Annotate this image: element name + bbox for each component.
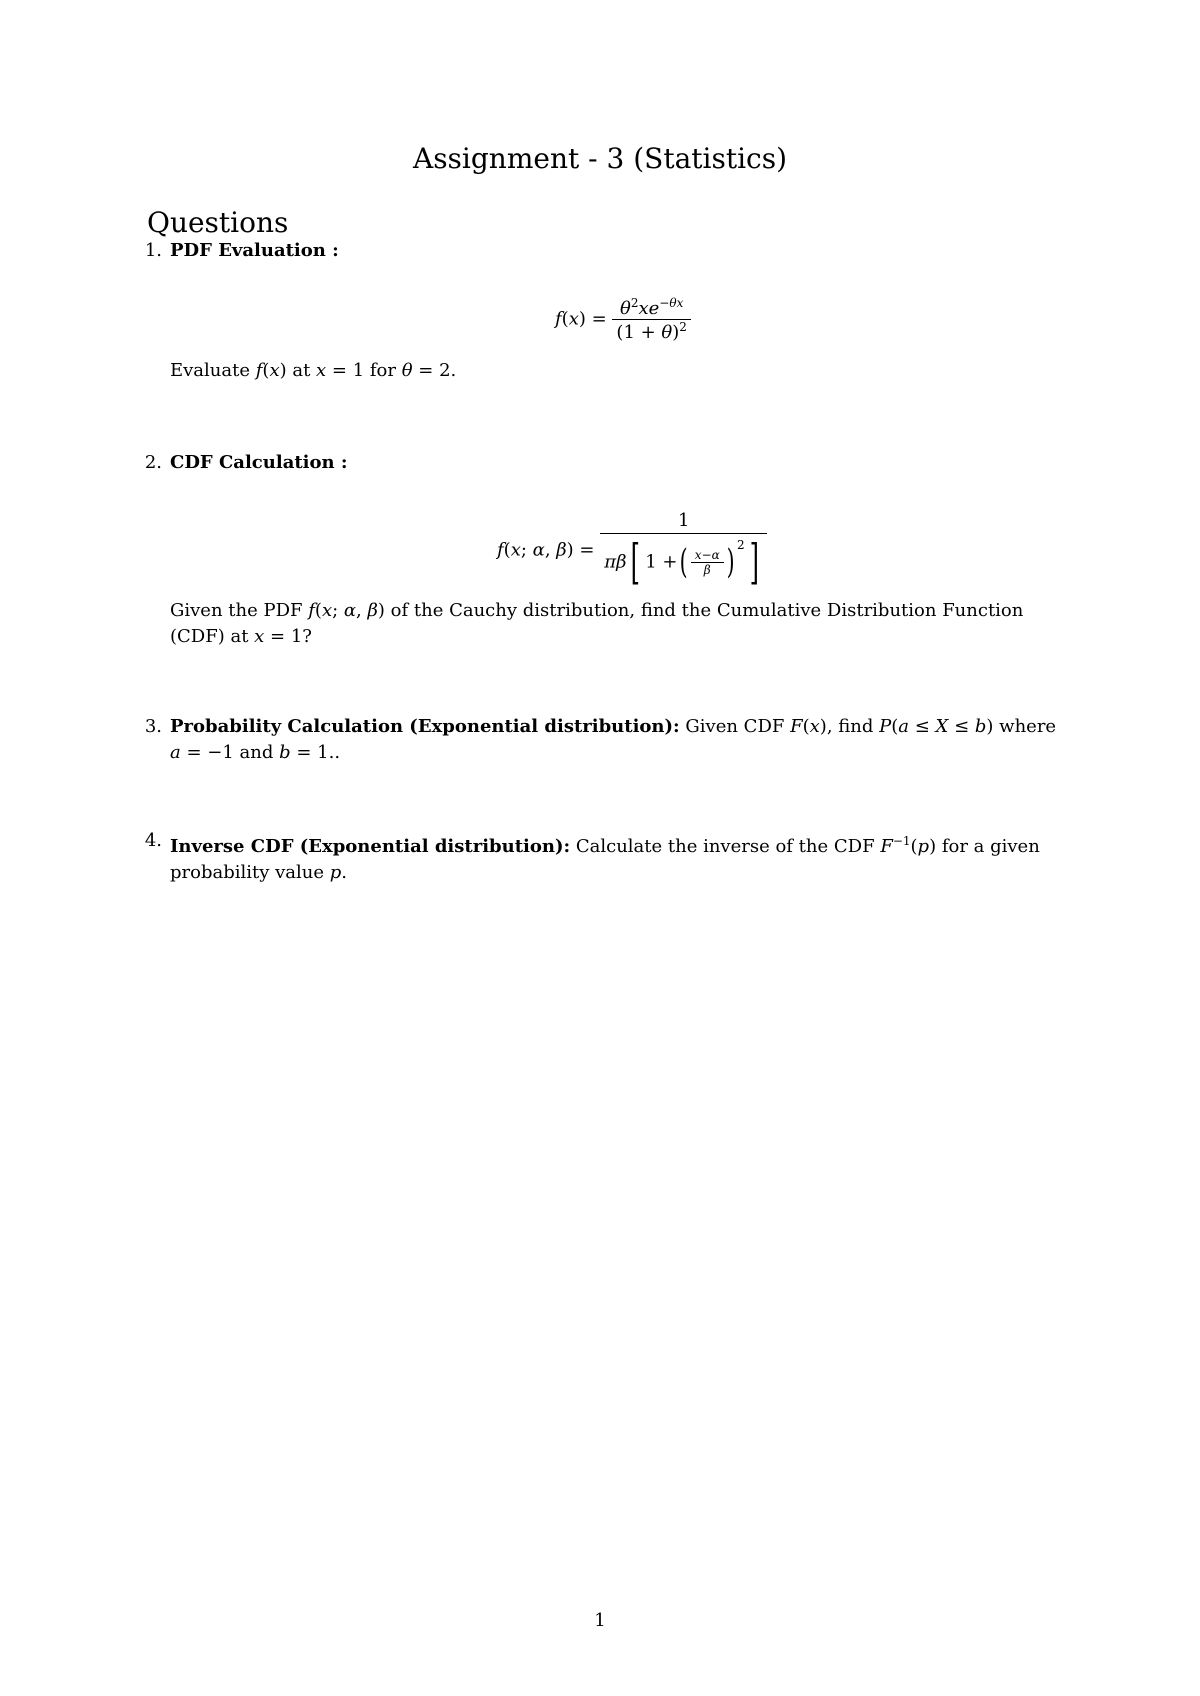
- question-1-text: Evaluate f(x) at x = 1 for θ = 2.: [170, 360, 457, 381]
- formula-fraction: [600, 510, 767, 590]
- formula-numerator: $\theta^2xe^{-\theta x}$: [612, 296, 691, 320]
- formula-lhs: f: [555, 308, 562, 330]
- question-2-text: Given the PDF f(x; α, β) of the Cauchy distribution, find the Cumulative Distribution Function (CDF) at x = 1?: [170, 600, 1024, 647]
- formula-fraction: [612, 296, 691, 343]
- question-2: [144, 450, 1065, 476]
- question-number: 3.: [144, 716, 162, 737]
- formula-denominator: πβ[ 1 +( $\frac{x-\alpha}{\beta}$ ) $^2$]: [604, 534, 759, 590]
- question-label: Inverse CDF (Exponential distribution):: [170, 836, 571, 857]
- cauchy-formula: f(x; α, β) = 1 πβ[ 1 +( $\frac{x-\alpha}{\beta}$ ) $^2$]: [497, 510, 767, 590]
- question-number: 2.: [144, 452, 162, 473]
- question-3: 3. Probability Calculation (Exponential distribution): Given CDF F(x), find P(a ≤ X ≤ b) where a = −1 and b = 1..: [170, 714, 1065, 766]
- page-number: 1: [594, 1610, 606, 1631]
- question-label: PDF Evaluation :: [170, 240, 339, 261]
- pdf-formula: f(x) = $\frac{\theta^2xe^{-\theta x}}{(1 + \theta)^2}$: [555, 296, 691, 343]
- question-number: 4.: [144, 830, 162, 851]
- question-1: [144, 238, 1065, 264]
- section-heading: Questions: [147, 206, 289, 239]
- question-label: Probability Calculation (Exponential distribution):: [170, 716, 680, 737]
- question-4: 4. Inverse CDF (Exponential distribution): Calculate the inverse of the CDF $F^{-1}(p)$ for a given probability value p.: [170, 828, 1065, 886]
- formula-denominator: $(1 + \theta)^2$: [616, 320, 687, 343]
- formula-numerator: 1: [600, 510, 767, 534]
- question-number: 1.: [144, 240, 162, 261]
- question-label: CDF Calculation :: [170, 452, 348, 473]
- document-title: Assignment - 3 (Statistics): [412, 142, 788, 175]
